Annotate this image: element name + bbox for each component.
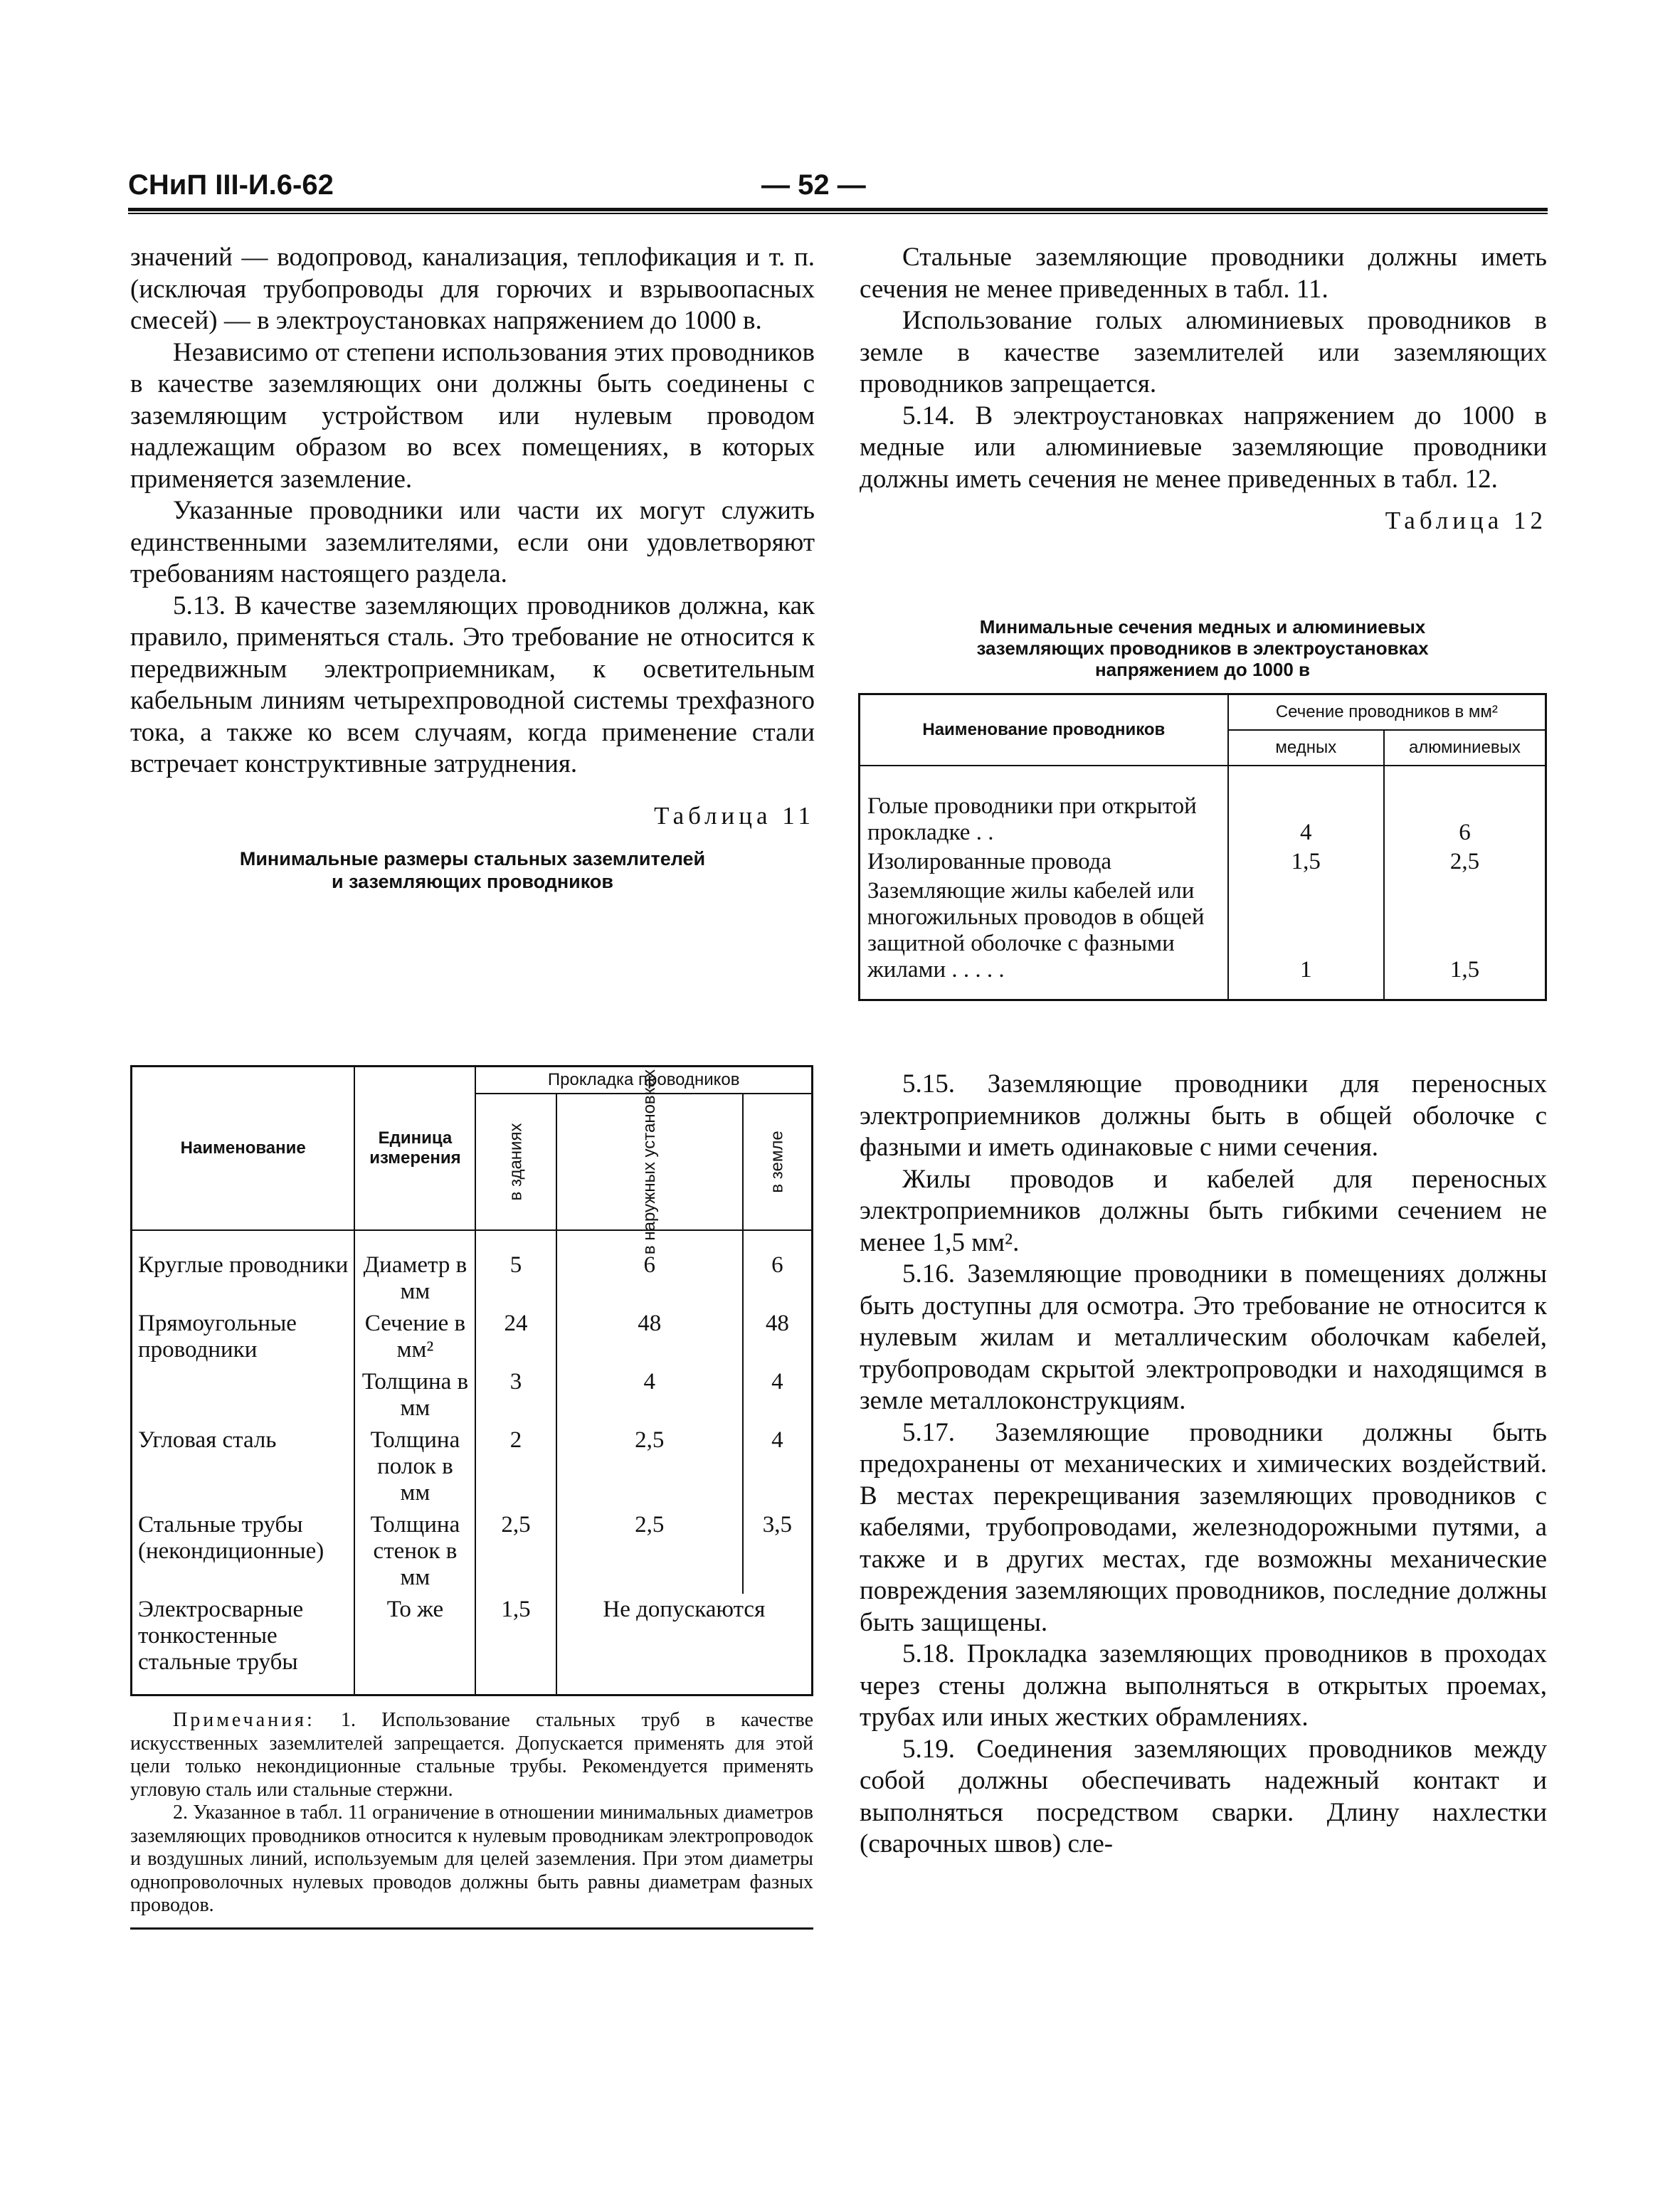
cell-outdoor: 6 xyxy=(556,1230,743,1308)
col-header-name: Наименование xyxy=(132,1067,355,1231)
cell-outdoor: 48 xyxy=(556,1308,743,1366)
notes-bottom-rule xyxy=(130,1927,813,1930)
cell-name: Стальные трубы (некондиционные) xyxy=(132,1509,355,1594)
table-12-caption xyxy=(858,616,1547,680)
cell-name: Изолированные провода xyxy=(860,847,1228,877)
table-row xyxy=(132,1424,813,1509)
cell-copper: 4 xyxy=(1228,766,1384,847)
cell-unit: Толщина полок в мм xyxy=(354,1424,475,1509)
cell-name: Голые проводники при открытой прокладке . . xyxy=(860,766,1228,847)
notes-label: Примечания: xyxy=(173,1709,315,1731)
table-11-grid xyxy=(130,1065,813,1696)
cell-unit: Сечение в мм² xyxy=(354,1308,475,1366)
paragraph-5-13: 5.13. В качестве заземляющих проводников должна, как правило, применяться сталь. Это требование не относится к передвижным электроприемникам, к осветительным кабельным линиям четырехпроводной системы трехфазного тока, а также ко всем случаям, когда применение стали встречает конструктивные затруднения. xyxy=(130,591,815,778)
table-12-number: Таблица 12 xyxy=(1385,507,1547,534)
header-rule xyxy=(128,208,1548,211)
table-row xyxy=(132,1230,813,1308)
cell-outdoor: 4 xyxy=(556,1366,743,1424)
col-header-copper: медных xyxy=(1228,730,1384,766)
header-rule-thin xyxy=(128,213,1548,214)
cell-name xyxy=(132,1366,355,1424)
cell-aluminum: 1,5 xyxy=(1384,877,1546,1000)
right-column xyxy=(860,242,1547,537)
table-11-notes xyxy=(130,1709,813,1917)
paragraph-5-15: 5.15. Заземляющие проводники для переносных электроприемников должны быть в общей оболочке с фазными и иметь одинаковые с ними сечения. xyxy=(860,1069,1547,1162)
table-row xyxy=(132,1594,813,1695)
table-11 xyxy=(130,1065,813,1930)
cell-building: 2,5 xyxy=(475,1509,556,1594)
page-header xyxy=(128,169,1548,209)
cell-unit: То же xyxy=(354,1594,475,1695)
table-row xyxy=(860,766,1546,847)
paragraph: значений — водопровод, канализация, теплофикация и т. п. (исключая трубопроводы для горючих и взрывоопасных смесей) — в электроустановках напряжением до 1000 в. xyxy=(130,243,815,335)
paragraph-5-16: 5.16. Заземляющие проводники в помещениях должны быть доступны для осмотра. Это требование не относится к нулевым жилам и металлическим оболочкам кабелей, трубопроводам скрытой электропроводки и находящимся в земле металлоконструкциям. xyxy=(860,1259,1547,1415)
cell-ground: 4 xyxy=(743,1366,813,1424)
cell-unit: Диаметр в мм xyxy=(354,1230,475,1308)
cell-ground: 3,5 xyxy=(743,1509,813,1594)
paragraph-5-18: 5.18. Прокладка заземляющих проводников в проходах через стены должна выполняться в открытых проемах, трубах или иных жестких обрамлениях. xyxy=(860,1639,1547,1732)
col-header-aluminum: алюминиевых xyxy=(1384,730,1546,766)
paragraph: Стальные заземляющие проводники должны иметь сечения не менее приведенных в табл. 11. xyxy=(860,243,1547,304)
table-row xyxy=(132,1509,813,1594)
paragraph-5-17: 5.17. Заземляющие проводники должны быть предохранены от механических и химических воздействий. В местах перекрещивания заземляющих проводников с кабелями, трубопроводами, железнодорожными путями, а также и в других местах, где возможны механические повреждения заземляющих проводников, последние должны быть защищены. xyxy=(860,1417,1547,1637)
page-number: — 52 — xyxy=(761,169,866,201)
right-column-lower xyxy=(860,1069,1547,1861)
cell-outdoor: 2,5 xyxy=(556,1424,743,1509)
table-11-number: Таблица 11 xyxy=(654,801,815,830)
cell-copper: 1,5 xyxy=(1228,847,1384,877)
caption-line: Минимальные размеры стальных заземлителей xyxy=(239,848,706,869)
cell-building: 5 xyxy=(475,1230,556,1308)
left-column xyxy=(130,242,815,893)
table-12 xyxy=(858,610,1547,1001)
paragraph: Независимо от степени использования этих проводников в качестве заземляющих они должны быть соединены с заземляющим устройством или нулевым проводом надлежащим образом во всех помещениях, в которых применяется заземление. xyxy=(130,337,815,494)
cell-name: Прямоугольные проводники xyxy=(132,1308,355,1366)
table-12-grid xyxy=(858,693,1547,1001)
table-11-caption xyxy=(130,847,815,893)
cell-building: 24 xyxy=(475,1308,556,1366)
cell-aluminum: 2,5 xyxy=(1384,847,1546,877)
col-header-building xyxy=(475,1094,556,1230)
cell-ground: 6 xyxy=(743,1230,813,1308)
note-2: 2. Указанное в табл. 11 ограничение в отношении минимальных диаметров заземляющих проводников относится к нулевым проводникам электропроводок и воздушных линий, используемым для целей заземления. При этом диаметры однопроволочных нулевых проводов должны быть равны диаметрам фазных проводов. xyxy=(130,1802,813,1916)
cell-copper: 1 xyxy=(1228,877,1384,1000)
cell-outdoor: 2,5 xyxy=(556,1509,743,1594)
paragraph-5-19: 5.19. Соединения заземляющих проводников между собой должны обеспечивать надежный контакт и выполняться посредством сварки. Длину нахлестки (сварочных швов) сле- xyxy=(860,1734,1547,1858)
table-row xyxy=(860,877,1546,1000)
cell-ground: 48 xyxy=(743,1308,813,1366)
cell-aluminum: 6 xyxy=(1384,766,1546,847)
caption-line: и заземляющих проводников xyxy=(331,871,614,892)
cell-name: Угловая сталь xyxy=(132,1424,355,1509)
note-1: 1. Использование стальных труб в качестве искусственных заземлителей запрещается. Допускается применять для этой цели только некондиционные стальные трубы. Рекомендуется применять угловую сталь или стальные стержни. xyxy=(130,1709,814,1801)
col-header-unit: Единица измерения xyxy=(354,1067,475,1231)
caption-line: Минимальные сечения медных и алюминиевых xyxy=(979,616,1426,637)
col-header-ground xyxy=(743,1094,813,1230)
paragraph-5-14: 5.14. В электроустановках напряжением до 1000 в медные или алюминиевые заземляющие проводники должны иметь сечения не менее приведенных в табл. 12. xyxy=(860,401,1547,494)
caption-line: напряжением до 1000 в xyxy=(1094,659,1311,680)
col-header-ground-label: в земле xyxy=(767,1131,787,1193)
caption-line: заземляющих проводников в электроустановках xyxy=(976,637,1429,659)
table-row xyxy=(860,847,1546,877)
cell-name: Заземляющие жилы кабелей или многожильных проводов в общей защитной оболочке с фазными жилами . . . . . xyxy=(860,877,1228,1000)
paragraph: Указанные проводники или части их могут служить единственными заземлителями, если они удовлетворяют требованиям настоящего раздела. xyxy=(130,496,815,588)
table-row xyxy=(132,1366,813,1424)
cell-building: 1,5 xyxy=(475,1594,556,1695)
col-header-name: Наименование проводников xyxy=(860,694,1228,766)
cell-ground: 4 xyxy=(743,1424,813,1509)
table-row xyxy=(132,1308,813,1366)
cell-name: Круглые проводники xyxy=(132,1230,355,1308)
paragraph: Жилы проводов и кабелей для переносных электроприемников должны быть гибкими сечением не менее 1,5 мм². xyxy=(860,1164,1547,1257)
cell-unit: Толщина в мм xyxy=(354,1366,475,1424)
cell-building: 2 xyxy=(475,1424,556,1509)
document-code: СНиП III-И.6-62 xyxy=(128,169,334,201)
col-header-group: Прокладка проводников xyxy=(475,1067,812,1094)
paragraph: Использование голых алюминиевых проводников в земле в качестве заземлителей или заземляющих проводников запрещается. xyxy=(860,306,1547,398)
cell-building: 3 xyxy=(475,1366,556,1424)
cell-name: Электросварные тонкостенные стальные трубы xyxy=(132,1594,355,1695)
col-header-outdoor-label: в наружных установках xyxy=(639,1069,659,1255)
col-header-building-label: в зданиях xyxy=(506,1123,526,1201)
cell-unit: Толщина стенок в мм xyxy=(354,1509,475,1594)
col-header-group: Сечение проводников в мм² xyxy=(1228,694,1546,731)
cell-outdoor-ground: Не допускаются xyxy=(556,1594,813,1695)
